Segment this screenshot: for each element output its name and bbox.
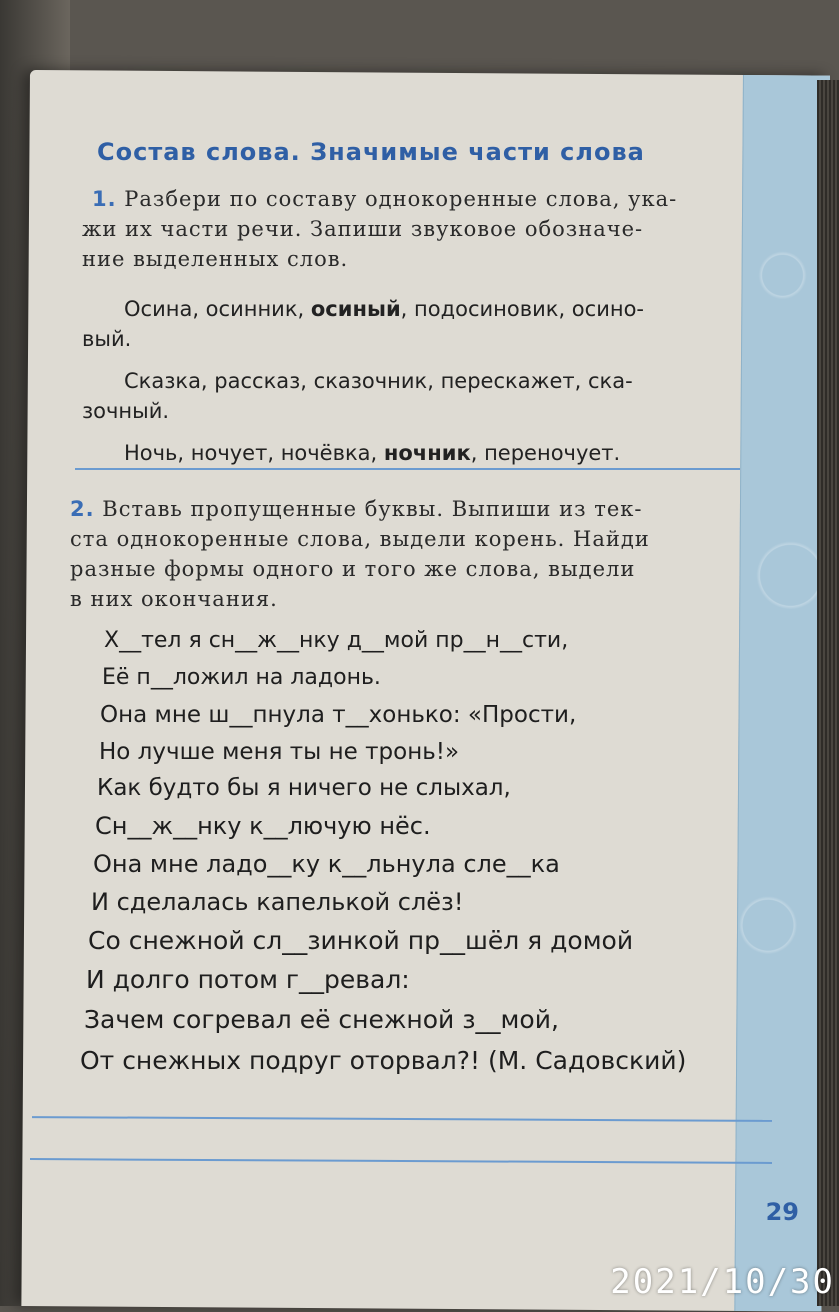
word-group: Ночь, ночует, ночёвка, <box>124 441 384 465</box>
poem-line: Как будто бы я ничего не слыхал, <box>97 775 511 801</box>
instruction-line: Вставь пропущенные буквы. Выпиши из тек- <box>102 497 643 521</box>
highlighted-word: осиный <box>310 297 401 321</box>
poem-line: Зачем согревал её снежной з__мой, <box>84 1005 559 1034</box>
page-title: Состав слова. Значимые части слова <box>97 138 645 166</box>
exercise-2 <box>70 494 750 614</box>
word-group: Осина, осинник, <box>124 297 311 321</box>
word-group: , переночует. <box>470 441 621 465</box>
decorative-side-strip <box>734 75 830 1312</box>
exercise-1-number: 1. <box>92 187 117 211</box>
poem-line: И сделалась капелькой слёз! <box>91 888 464 916</box>
word-group: , подосиновик, осино- <box>400 297 644 321</box>
poem-line: Со снежной сл__зинкой пр__шёл я домой <box>88 926 634 955</box>
instruction-line: жи их части речи. Запиши звуковое обозначе- <box>82 217 644 241</box>
page-number: 29 <box>765 1198 799 1226</box>
exercise-2-number: 2. <box>70 497 95 521</box>
poem-line: Она мне ладо__ку к__льнула сле__ка <box>93 850 560 878</box>
poem-line: Но лучше меня ты не тронь!» <box>99 739 460 765</box>
instruction-line: ние выделенных слов. <box>82 247 349 271</box>
photo-timestamp: 2021/10/30 <box>610 1262 835 1302</box>
book-page-edges <box>817 80 839 1306</box>
highlighted-word: ночник <box>383 441 471 465</box>
separator-line <box>75 468 740 470</box>
poem-line: Её п__ложил на ладонь. <box>102 665 381 690</box>
exercise-2-instruction <box>70 494 750 614</box>
poem-line: Она мне ш__пнула т__хонько: «Прости, <box>100 702 577 728</box>
instruction-line: ста однокоренные слова, выдели корень. Найди <box>70 527 650 551</box>
word-row-3 <box>82 438 732 468</box>
poem-line: От снежных подруг оторвал?! (М. Садовский) <box>80 1046 687 1075</box>
word-row-1-cont: вый. <box>82 327 132 351</box>
instruction-line: в них окончания. <box>70 587 278 611</box>
word-row-2: Сказка, рассказ, сказочник, перескажет, ска- <box>124 369 633 393</box>
instruction-line: Разбери по составу однокоренные слова, ука- <box>124 187 678 211</box>
word-row-2-cont: зочный. <box>82 399 170 423</box>
poem-line: Х__тел я сн__ж__нку д__мой пр__н__сти, <box>104 628 569 653</box>
exercise-1 <box>82 184 732 468</box>
exercise-1-instruction <box>82 184 732 274</box>
word-row-1 <box>82 294 732 324</box>
instruction-line: разные формы одного и того же слова, выдели <box>70 557 636 581</box>
poem-line: Сн__ж__нку к__лючую нёс. <box>95 812 431 840</box>
poem-line: И долго потом г__ревал: <box>86 965 410 994</box>
